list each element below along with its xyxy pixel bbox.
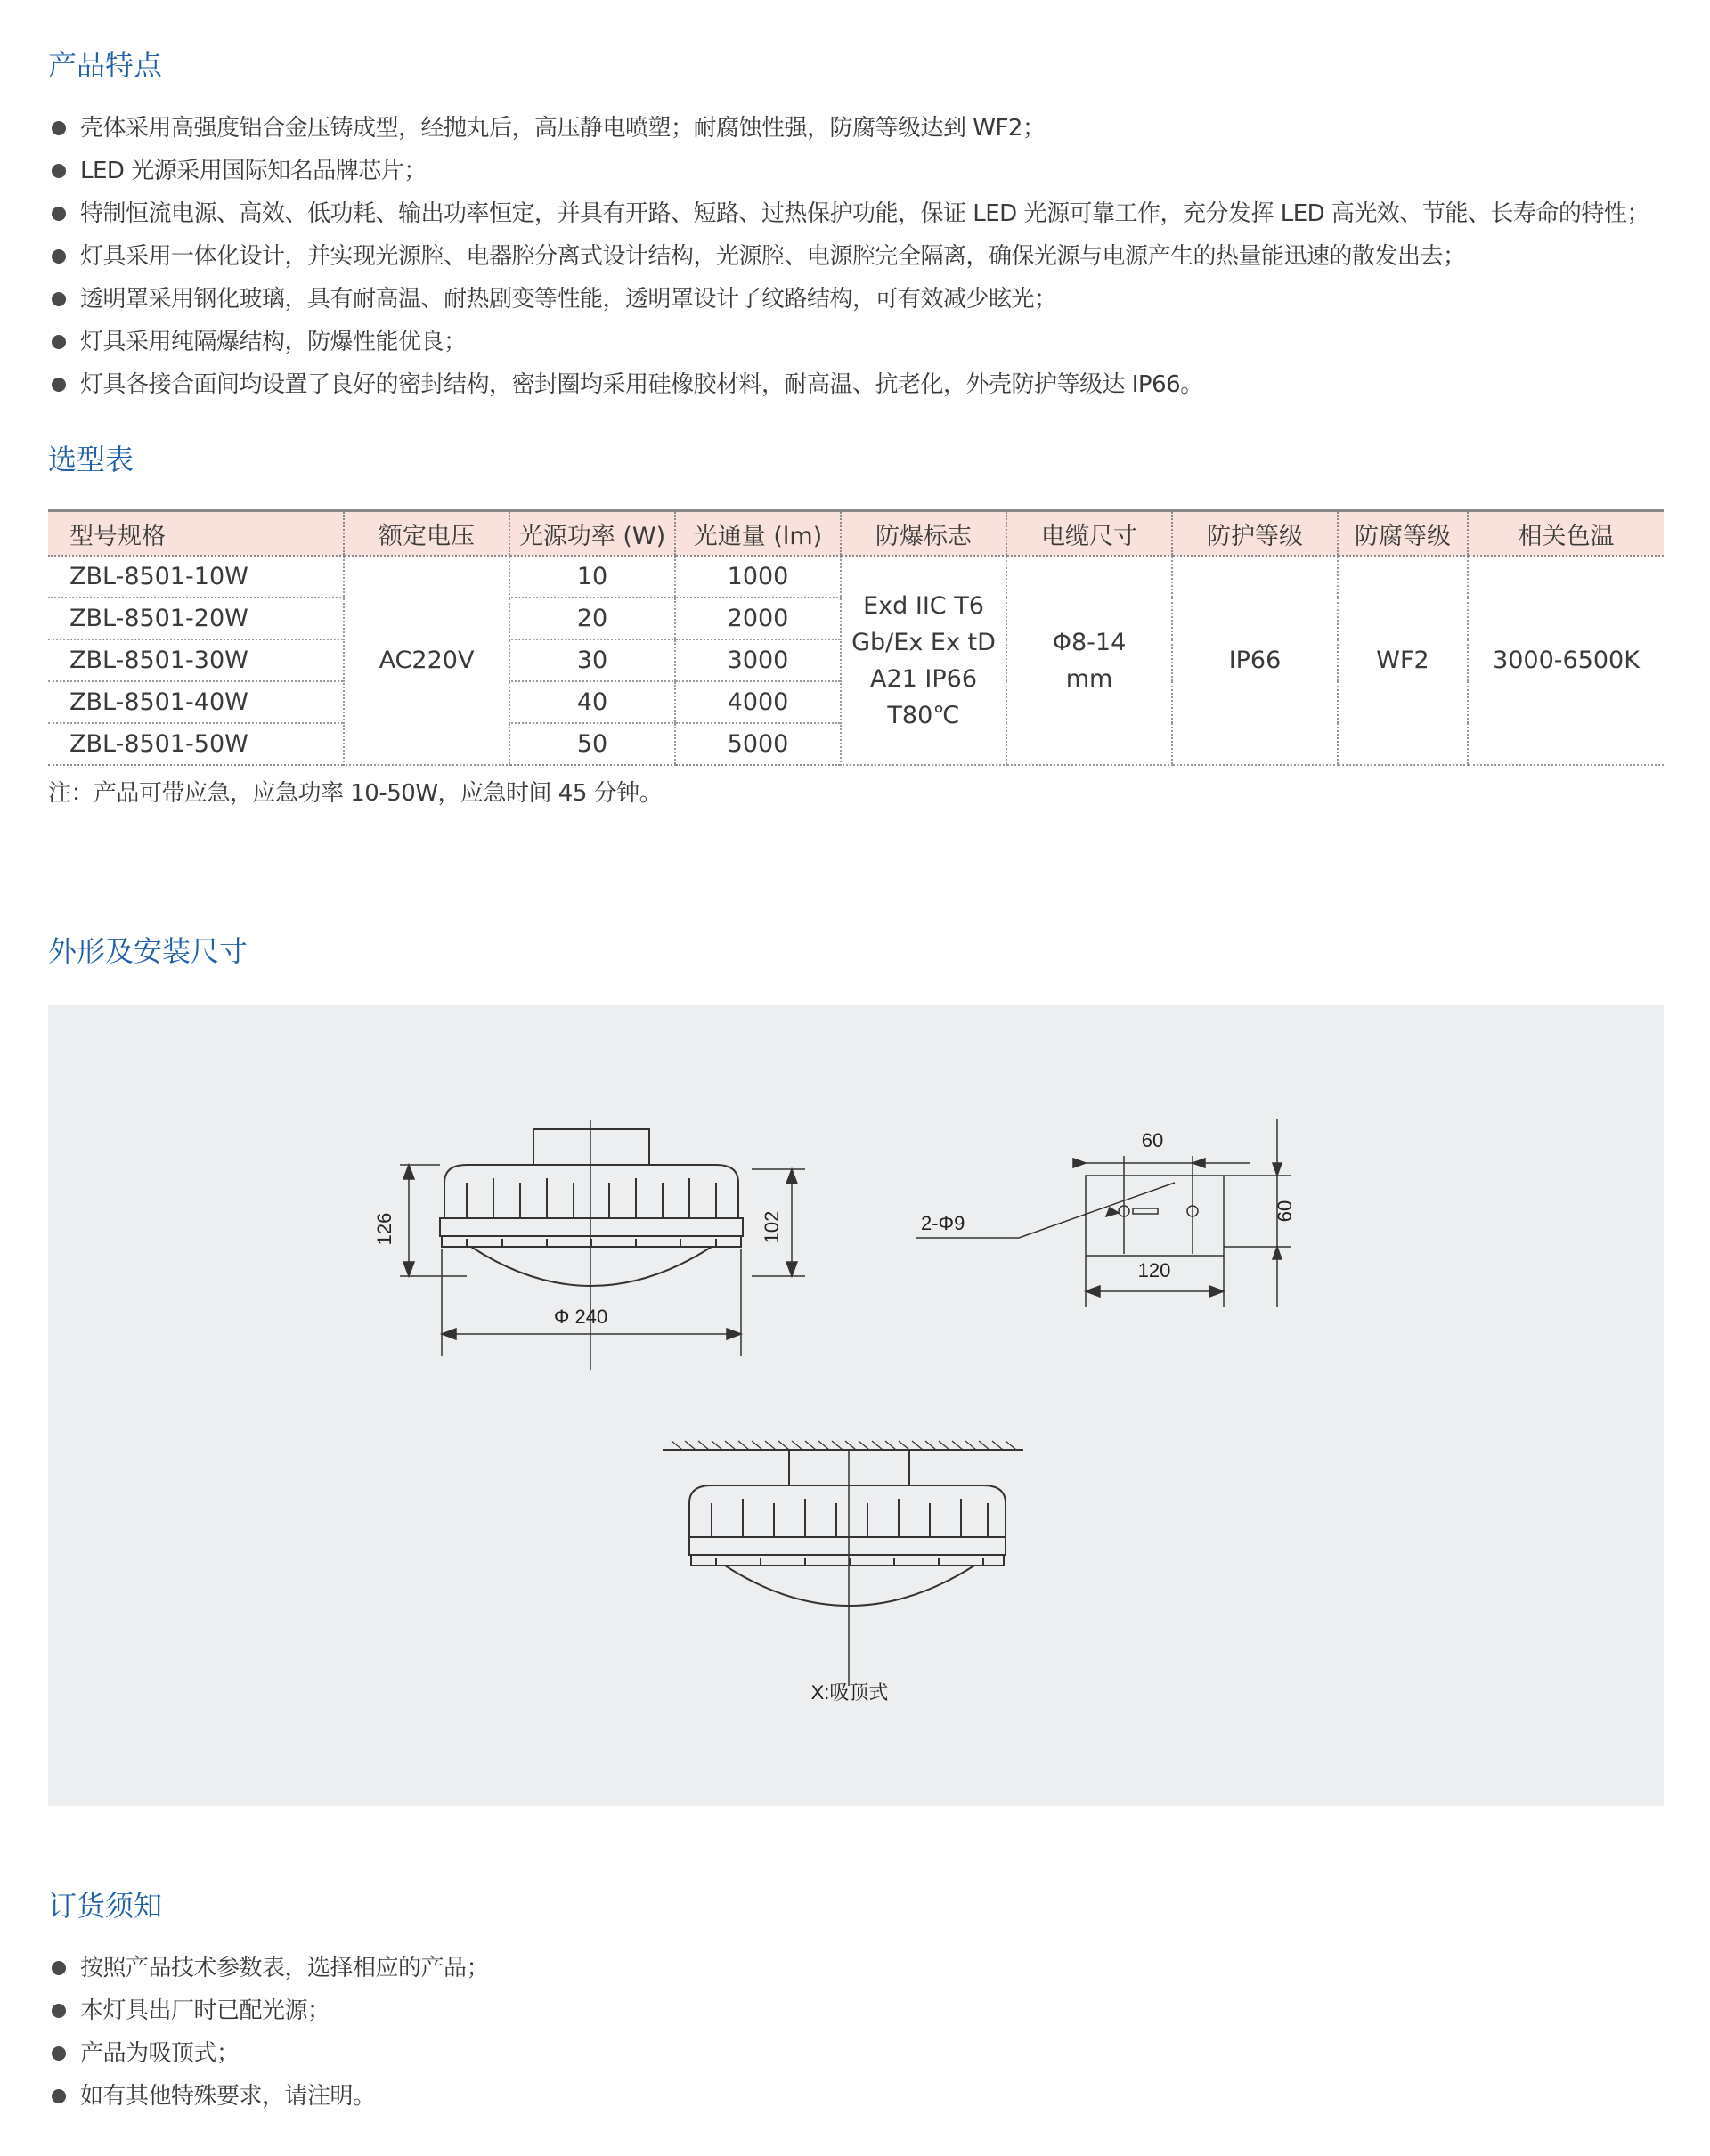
header-ex-mark: 防爆标志 <box>841 511 1006 557</box>
header-power: 光源功率 (W) <box>509 511 675 557</box>
dim-diameter: Φ 240 <box>553 1306 608 1328</box>
list-item: 壳体采用高强度铝合金压铸成型，经抛丸后，高压静电喷塑；耐腐蚀性强，防腐等级达到 WF2； <box>52 107 1649 150</box>
list-item: LED 光源采用国际知名品牌芯片； <box>52 150 1649 192</box>
table-note: 注：产品可带应急，应急功率 10-50W，应急时间 45 分钟。 <box>48 780 663 807</box>
mount-caption: X:吸顶式 <box>810 1681 889 1704</box>
dimension-drawing-panel <box>48 1005 1664 1806</box>
list-item: 灯具采用纯隔爆结构，防爆性能优良； <box>52 321 1649 363</box>
cell-power: 20 <box>509 598 675 639</box>
cell-flux: 4000 <box>675 681 841 723</box>
header-cct: 相关色温 <box>1468 511 1664 557</box>
cell-model: ZBL-8501-20W <box>48 598 344 639</box>
header-flux: 光通量 (lm) <box>675 511 841 557</box>
cell-flux: 1000 <box>675 556 841 598</box>
cell-cct: 3000-6500K <box>1468 556 1664 765</box>
cell-ip: IP66 <box>1172 556 1338 765</box>
cell-power: 30 <box>509 639 675 681</box>
cell-power: 40 <box>509 681 675 723</box>
cell-model: ZBL-8501-30W <box>48 639 344 681</box>
cell-flux: 3000 <box>675 639 841 681</box>
header-cable: 电缆尺寸 <box>1006 511 1172 557</box>
list-item: 灯具各接合面间均设置了良好的密封结构，密封圈均采用硅橡胶材料，耐高温、抗老化，外壳防护等级达 IP66。 <box>52 363 1649 406</box>
cell-power: 50 <box>509 723 675 765</box>
cell-cable <box>1006 556 1172 765</box>
list-item: 本灯具出厂时已配光源； <box>52 1989 489 2032</box>
cell-model: ZBL-8501-50W <box>48 723 344 765</box>
header-voltage: 额定电压 <box>344 511 509 557</box>
dimension-drawing <box>48 1005 1664 1806</box>
list-item: 特制恒流电源、高效、低功耗、输出功率恒定，并具有开路、短路、过热保护功能，保证 LED 光源可靠工作，充分发挥 LED 高光效、节能、长寿命的特性； <box>52 192 1649 235</box>
dim-height-total: 126 <box>373 1212 395 1246</box>
features-title: 产品特点 <box>48 48 163 82</box>
cell-flux: 5000 <box>675 723 841 765</box>
cell-model: ZBL-8501-40W <box>48 681 344 723</box>
selection-table <box>48 509 1664 766</box>
cable-line: mm <box>1065 664 1113 693</box>
list-item: 按照产品技术参数表，选择相应的产品； <box>52 1947 489 1989</box>
list-item: 如有其他特殊要求，请注明。 <box>52 2075 489 2118</box>
list-item: 透明罩采用钢化玻璃，具有耐高温、耐热剧变等性能，透明罩设计了纹路结构，可有效减少眩光； <box>52 278 1649 321</box>
dim-base-width: 120 <box>1137 1259 1171 1281</box>
header-ip: 防护等级 <box>1172 511 1338 557</box>
cell-ex-mark <box>841 556 1006 765</box>
list-item: 灯具采用一体化设计，并实现光源腔、电器腔分离式设计结构，光源腔、电源腔完全隔离，确保光源与电源产生的热量能迅速的散发出去； <box>52 235 1649 278</box>
ordering-list <box>52 1947 489 2118</box>
base-plate-view <box>916 1119 1291 1307</box>
table-header-row <box>48 511 1664 557</box>
cable-line: Φ8-14 <box>1052 628 1127 656</box>
dim-holes: 2-Φ9 <box>921 1212 965 1234</box>
dim-hole-spacing-top: 60 <box>1141 1129 1164 1151</box>
dim-height-body: 102 <box>761 1210 783 1244</box>
selection-title: 选型表 <box>48 443 134 476</box>
ex-mark-line: A21 IP66 <box>869 664 977 693</box>
dimensions-title: 外形及安装尺寸 <box>48 934 248 968</box>
ceiling-mount-view <box>663 1441 1023 1686</box>
list-item: 产品为吸顶式； <box>52 2032 489 2075</box>
ordering-title: 订货须知 <box>48 1889 163 1923</box>
table-row <box>48 556 1664 598</box>
side-view-lamp <box>440 1120 743 1370</box>
header-model: 型号规格 <box>48 511 344 557</box>
features-list <box>52 107 1649 406</box>
header-wf: 防腐等级 <box>1338 511 1468 557</box>
cell-model: ZBL-8501-10W <box>48 556 344 598</box>
cell-wf: WF2 <box>1338 556 1468 765</box>
ex-mark-line: T80℃ <box>887 701 960 729</box>
dim-hole-spacing-side: 60 <box>1274 1200 1296 1223</box>
cell-power: 10 <box>509 556 675 598</box>
ex-mark-line: Gb/Ex Ex tD <box>851 628 996 656</box>
ex-mark-line: Exd IIC T6 <box>863 591 984 620</box>
cell-voltage: AC220V <box>344 556 509 765</box>
cell-flux: 2000 <box>675 598 841 639</box>
